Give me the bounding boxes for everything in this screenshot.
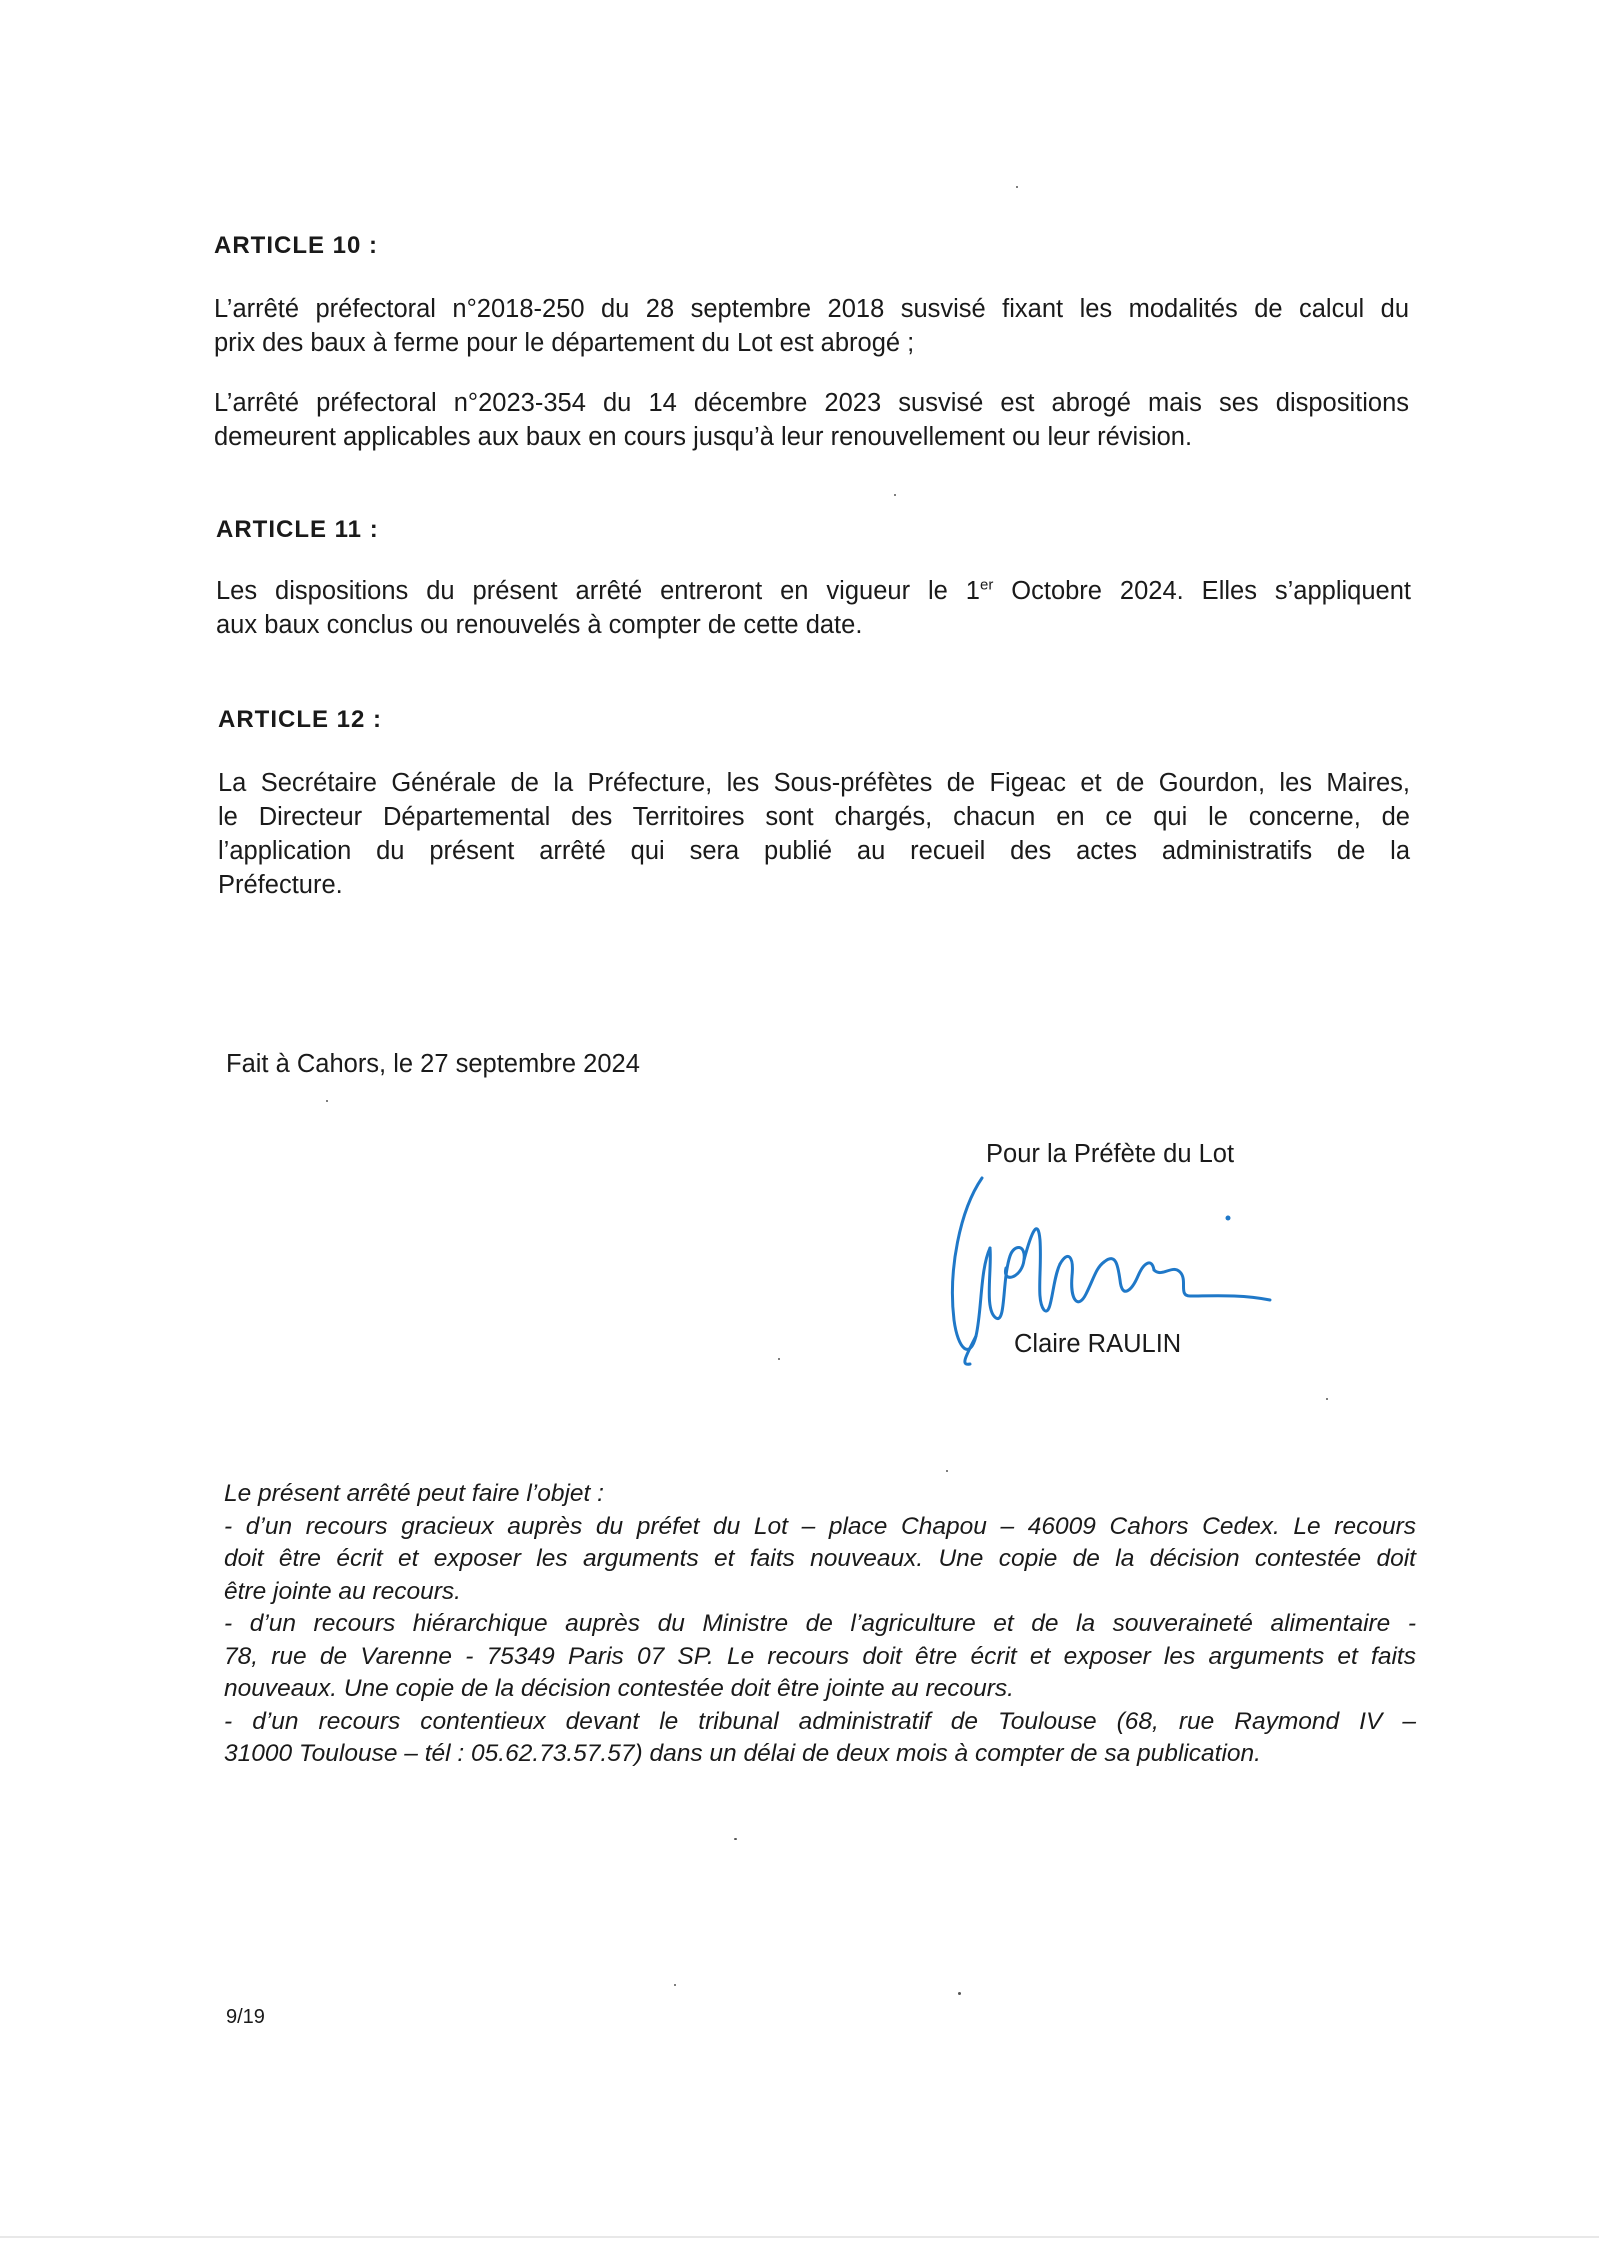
notice-line: Le présent arrêté peut faire l’objet : <box>224 1480 604 1507</box>
superscript: er <box>979 576 994 594</box>
text-line: demeurent applicables aux baux en cours jusqu’à leur renouvellement ou leur révision. <box>214 423 1193 451</box>
article-10-paragraph-2 <box>214 386 1409 454</box>
notice-line: doit être écrit et exposer les arguments et faits nouveaux. Une copie de la décision contestée doit <box>224 1545 1416 1572</box>
notice-line: nouveaux. Une copie de la décision contestée doit être jointe au recours. <box>224 1675 1014 1702</box>
notice-line: être jointe au recours. <box>224 1577 461 1605</box>
scan-speck <box>958 1992 961 1995</box>
scan-speck <box>326 1100 328 1102</box>
scan-speck <box>946 1470 948 1472</box>
scan-speck <box>674 1984 676 1986</box>
text-line: l’application du présent arrêté qui sera publié au recueil des actes administratifs de la <box>218 837 1410 865</box>
scan-speck <box>1326 1398 1328 1400</box>
article-11-heading: ARTICLE 11 : <box>216 516 379 543</box>
article-10-paragraph-1 <box>214 292 1409 360</box>
text-line: La Secrétaire Générale de la Préfecture, les Sous-préfètes de Figeac et de Gourdon, les Maires, <box>218 769 1410 797</box>
scan-speck <box>734 1838 737 1840</box>
text-line <box>216 574 1411 608</box>
text-line: L’arrêté préfectoral n°2018-250 du 28 septembre 2018 susvisé fixant les modalités de calcul du <box>214 295 1409 323</box>
notice-line: 31000 Toulouse – tél : 05.62.73.57.57) dans un délai de deux mois à compter de sa publication. <box>224 1740 1261 1767</box>
notice-line: - d’un recours hiérarchique auprès du Ministre de l’agriculture et de la souveraineté alimentaire - <box>224 1610 1416 1637</box>
scan-speck <box>1016 186 1018 188</box>
notice-line: 78, rue de Varenne - 75349 Paris 07 SP. Le recours doit être écrit et exposer les arguments et faits <box>224 1642 1416 1670</box>
notice-line: - d’un recours contentieux devant le tribunal administratif de Toulouse (68, rue Raymond IV – <box>224 1707 1416 1735</box>
scan-speck <box>894 494 896 496</box>
text-line: prix des baux à ferme pour le département du Lot est abrogé ; <box>214 329 915 357</box>
notice-line: - d’un recours gracieux auprès du préfet du Lot – place Chapou – 46009 Cahors Cedex. Le recours <box>224 1512 1416 1540</box>
text-fragment: Les dispositions du présent arrêté entreront en vigueur le 1 <box>216 577 980 605</box>
page-number: 9/19 <box>226 2006 265 2028</box>
text-line: Préfecture. <box>218 871 343 899</box>
place-and-date: Fait à Cahors, le 27 septembre 2024 <box>226 1050 640 1078</box>
scan-edge <box>0 2236 1599 2238</box>
article-12-heading: ARTICLE 12 : <box>218 706 383 733</box>
scan-speck <box>778 1358 780 1360</box>
text-line: aux baux conclus ou renouvelés à compter de cette date. <box>216 611 863 639</box>
signatory-title: Pour la Préfète du Lot <box>986 1140 1235 1168</box>
signatory-name: Claire RAULIN <box>1014 1330 1182 1358</box>
article-11-paragraph <box>216 574 1411 642</box>
appeal-notice <box>224 1478 1416 1771</box>
article-10-heading: ARTICLE 10 : <box>214 232 379 259</box>
text-fragment: Octobre 2024. Elles s’appliquent <box>993 577 1411 605</box>
text-line: le Directeur Départemental des Territoires sont chargés, chacun en ce qui le concerne, de <box>218 803 1410 831</box>
article-12-paragraph <box>218 766 1410 902</box>
text-line: L’arrêté préfectoral n°2023-354 du 14 décembre 2023 susvisé est abrogé mais ses dispositions <box>214 389 1409 417</box>
